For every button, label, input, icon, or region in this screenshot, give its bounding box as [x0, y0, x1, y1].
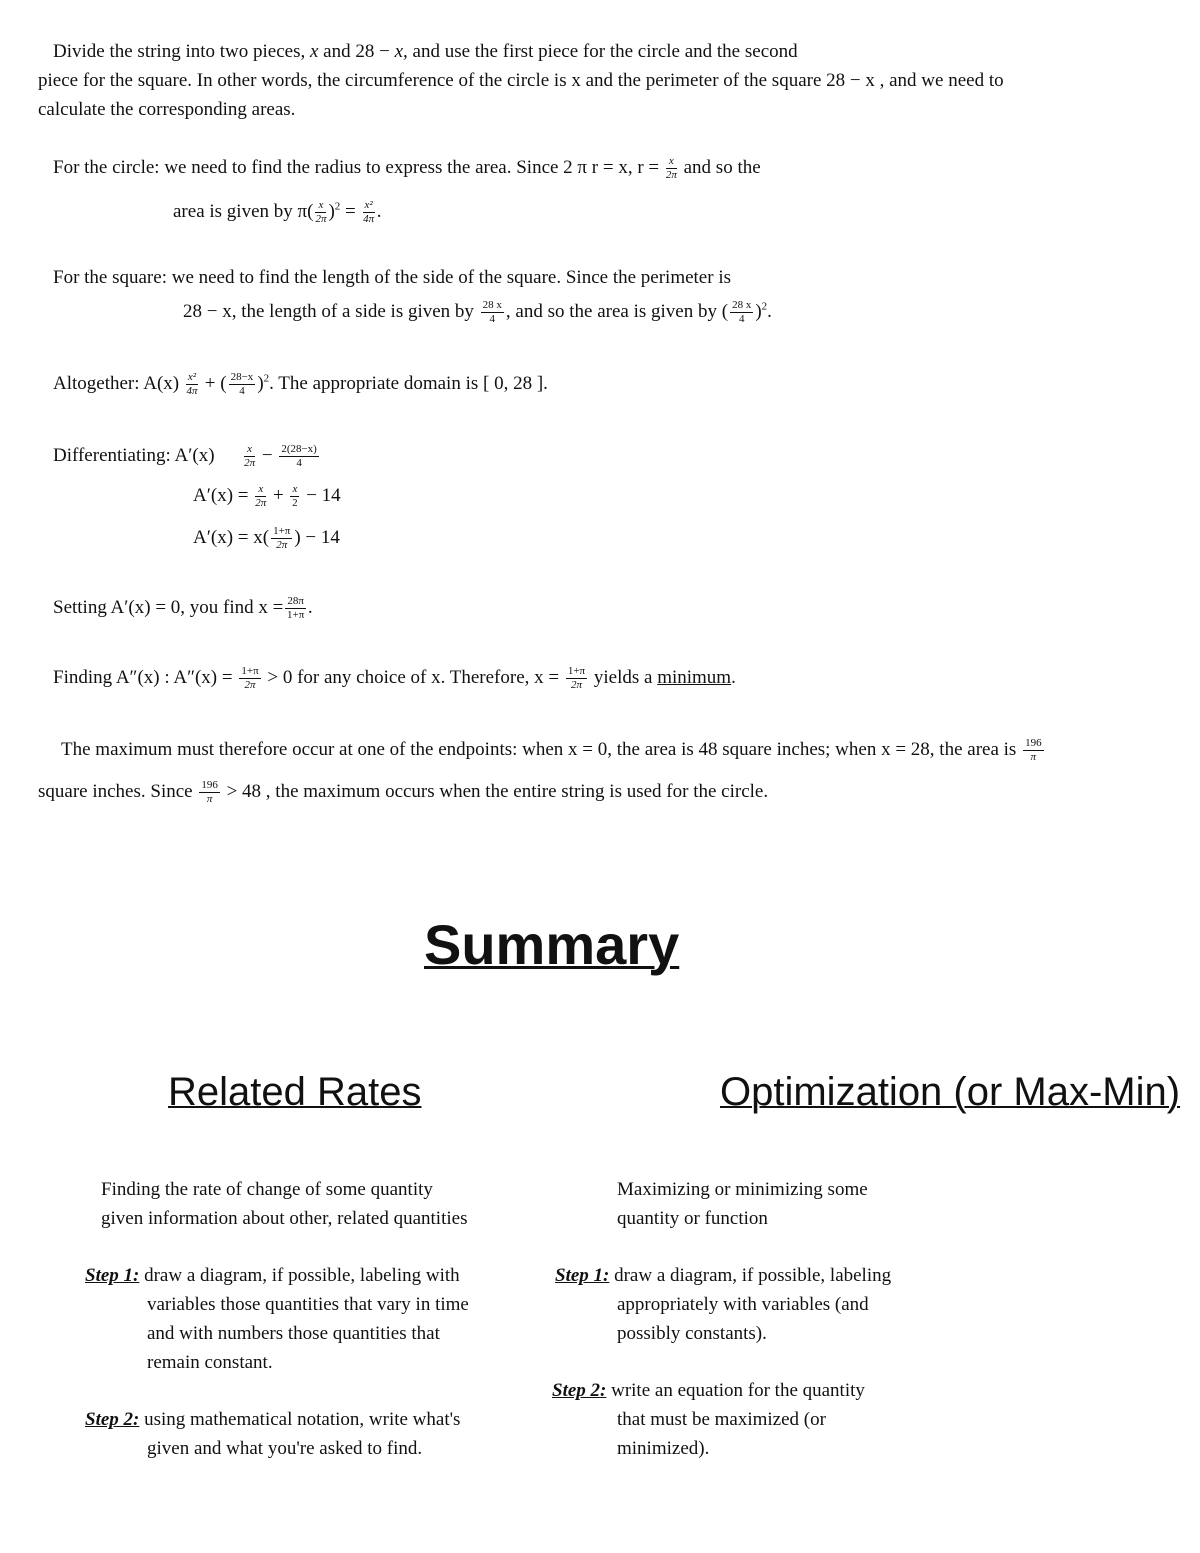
maximum-text: > 48 , the maximum occurs when the entire string is used for the circle.: [226, 780, 769, 802]
optimization-desc-line-1: Maximizing or minimizing some: [617, 1179, 868, 1200]
circle-line-2: [173, 200, 381, 225]
optimization-step-1-line-2: appropriately with variables (and: [617, 1294, 869, 1315]
intro-line-1: [53, 42, 798, 61]
intro-line-2: piece for the square. In other words, the circumference of the circle is x and the perimeter of the square 28 − x , and we need to: [38, 70, 1004, 91]
circle-text: For the circle: we need to find the radius to express the area. Since 2 π r = x, r =: [53, 156, 660, 178]
side-fraction: [481, 300, 504, 325]
step-2-label: Step 2:: [552, 1380, 607, 1401]
area-fraction-2: [363, 200, 375, 225]
step-2-label: Step 2:: [85, 1409, 140, 1430]
fraction-numerator: 196: [1025, 737, 1042, 749]
step-text: draw a diagram, if possible, labeling with: [144, 1265, 460, 1286]
var-x: x,: [394, 41, 408, 62]
step-1-label: Step 1:: [555, 1265, 610, 1286]
fraction-denominator: 4: [239, 385, 245, 397]
diff-text: −: [261, 444, 273, 466]
altogether-text: . The appropriate domain is [ 0, 28 ].: [269, 372, 548, 394]
fraction-denominator: 2π: [570, 679, 582, 691]
var-x: x: [309, 41, 319, 62]
optimization-step-1: [555, 1266, 891, 1285]
radius-fraction: [666, 156, 677, 181]
diff-fraction-2: [279, 444, 319, 469]
fraction-numerator: 196: [201, 779, 218, 791]
fraction-denominator: 4: [738, 313, 745, 325]
related-desc-line-1: Finding the rate of change of some quantity: [101, 1179, 433, 1200]
fraction-numerator: 1+π: [567, 665, 586, 677]
step-text: write an equation for the quantity: [611, 1380, 865, 1401]
diff-fraction-5: [271, 526, 292, 551]
diff-fraction-1: [244, 444, 255, 469]
diff-text: A′(x) =: [193, 484, 249, 506]
fraction-numerator: x: [255, 484, 266, 497]
maximum-line-1: [61, 738, 1046, 763]
diff-text: − 14: [306, 484, 341, 506]
fraction-numerator: 28−x: [230, 371, 254, 383]
diff-text: A′(x) = x(: [193, 526, 270, 548]
related-step-2-line-2: given and what you're asked to find.: [147, 1438, 423, 1459]
fraction-denominator: π: [206, 793, 213, 805]
diff-label: Differentiating: A′(x): [53, 444, 215, 466]
fraction-denominator: 2π: [244, 679, 256, 691]
exponent: 2: [761, 300, 768, 313]
related-rates-title: Related Rates: [168, 1070, 422, 1114]
related-step-2: [85, 1410, 460, 1429]
related-step-1: [85, 1266, 460, 1285]
diff-fraction-3: [255, 484, 266, 509]
diff-text: ) − 14: [294, 526, 340, 548]
fraction-denominator: π: [1030, 751, 1037, 763]
maximum-line-2: [38, 780, 768, 805]
fraction-denominator: 4: [489, 313, 496, 325]
endpoint-area-fraction: [1023, 738, 1044, 763]
fraction-denominator: 4: [296, 457, 302, 469]
square-text: ): [755, 300, 762, 322]
fraction-denominator: 2π: [665, 169, 677, 181]
fraction-numerator: 28π: [287, 595, 304, 607]
fraction-denominator: 2π: [255, 497, 267, 509]
finding-text: yields a: [593, 666, 653, 688]
related-step-1-line-3: and with numbers those quantities that: [147, 1323, 440, 1344]
fraction-numerator: x: [292, 483, 298, 495]
maximum-text: square inches. Since: [38, 780, 193, 802]
fraction-denominator: 2: [292, 497, 298, 509]
diff-text: +: [273, 484, 284, 506]
altogether-line: [53, 372, 548, 397]
finding-text: .: [731, 666, 736, 688]
second-derivative-fraction: [239, 666, 260, 691]
step-text: using mathematical notation, write what's: [144, 1409, 461, 1430]
minimum-fraction: [566, 666, 587, 691]
fraction-denominator: 2π: [315, 213, 327, 225]
finding-line: [53, 666, 736, 691]
step-text: draw a diagram, if possible, labeling: [614, 1265, 892, 1286]
setting-line: [53, 596, 313, 621]
diff-line-2: [193, 484, 341, 509]
intro-line-3: calculate the corresponding areas.: [38, 99, 296, 120]
fraction-numerator: x: [315, 200, 326, 213]
finding-text: > 0 for any choice of x. Therefore, x =: [267, 666, 560, 688]
diff-fraction-4: [290, 484, 299, 509]
area-fraction-1: [315, 200, 326, 225]
fraction-numerator: 2(28−x): [281, 443, 317, 455]
square-text: .: [767, 300, 772, 322]
fraction-numerator: x²: [187, 371, 197, 383]
fraction-denominator: 4π: [186, 385, 198, 397]
optimization-step-2: [552, 1381, 865, 1400]
fraction-numerator: x: [666, 156, 677, 169]
square-text: 28 − x, the length of a side is given by: [183, 300, 474, 322]
altogether-text: + (: [204, 372, 227, 394]
altogether-fraction-2: [229, 372, 256, 397]
optimization-title: Optimization (or Max-Min): [720, 1070, 1181, 1114]
exponent: 2: [334, 200, 341, 213]
fraction-numerator: 1+π: [241, 665, 259, 677]
comparison-fraction: [199, 780, 220, 805]
altogether-fraction-1: [186, 372, 198, 397]
circle-line-1: [53, 156, 761, 181]
fraction-denominator: 4π: [363, 213, 375, 225]
optimization-step-2-line-2: that must be maximized (or: [617, 1409, 826, 1430]
summary-title: Summary: [424, 913, 680, 976]
fraction-numerator: 1+π: [273, 525, 291, 537]
setting-text: .: [307, 596, 313, 618]
optimization-step-1-line-3: possibly constants).: [617, 1323, 767, 1344]
critical-point-fraction: [285, 596, 306, 621]
square-text: , and so the area is given by (: [505, 300, 729, 322]
area-fraction: [730, 300, 753, 325]
circle-text: ): [328, 200, 335, 222]
finding-text: Finding A″(x) : A″(x) =: [53, 666, 233, 688]
optimization-desc-line-2: quantity or function: [617, 1208, 768, 1229]
fraction-denominator: 2π: [244, 457, 256, 469]
maximum-text: The maximum must therefore occur at one of the endpoints: when x = 0, the area is 48 square inches; when x = 28, the area is: [61, 738, 1017, 760]
fraction-numerator: x: [244, 444, 255, 457]
exponent: 2: [263, 372, 270, 385]
diff-line-1: [53, 444, 321, 469]
square-line-1: For the square: we need to find the length of the side of the square. Since the perimeter is: [53, 267, 731, 288]
fraction-numerator: 28 x: [482, 299, 502, 311]
setting-text: Setting A′(x) = 0, you find x =: [53, 596, 284, 618]
intro-text: and 28 −: [323, 41, 390, 62]
fraction-denominator: 1+π: [287, 609, 305, 621]
minimum-word: minimum: [657, 666, 732, 688]
fraction-numerator: x²: [364, 199, 373, 211]
square-line-2: [183, 300, 772, 325]
altogether-label: Altogether: A(x): [53, 372, 180, 394]
related-desc-line-2: given information about other, related quantities: [101, 1208, 468, 1229]
diff-line-3: [193, 526, 340, 551]
intro-text: and use the first piece for the circle and the second: [412, 41, 798, 62]
fraction-numerator: 28 x: [732, 299, 752, 311]
altogether-text: ): [257, 372, 264, 394]
intro-text: Divide the string into two pieces,: [53, 41, 306, 62]
fraction-denominator: 2π: [276, 539, 288, 551]
circle-text: .: [376, 200, 382, 222]
circle-text: and so the: [683, 156, 761, 178]
circle-text: =: [340, 200, 361, 222]
circle-text: area is given by π(: [173, 200, 314, 222]
optimization-step-2-line-3: minimized).: [617, 1438, 710, 1459]
related-step-1-line-4: remain constant.: [147, 1352, 273, 1373]
step-1-label: Step 1:: [85, 1265, 140, 1286]
related-step-1-line-2: variables those quantities that vary in time: [147, 1294, 469, 1315]
